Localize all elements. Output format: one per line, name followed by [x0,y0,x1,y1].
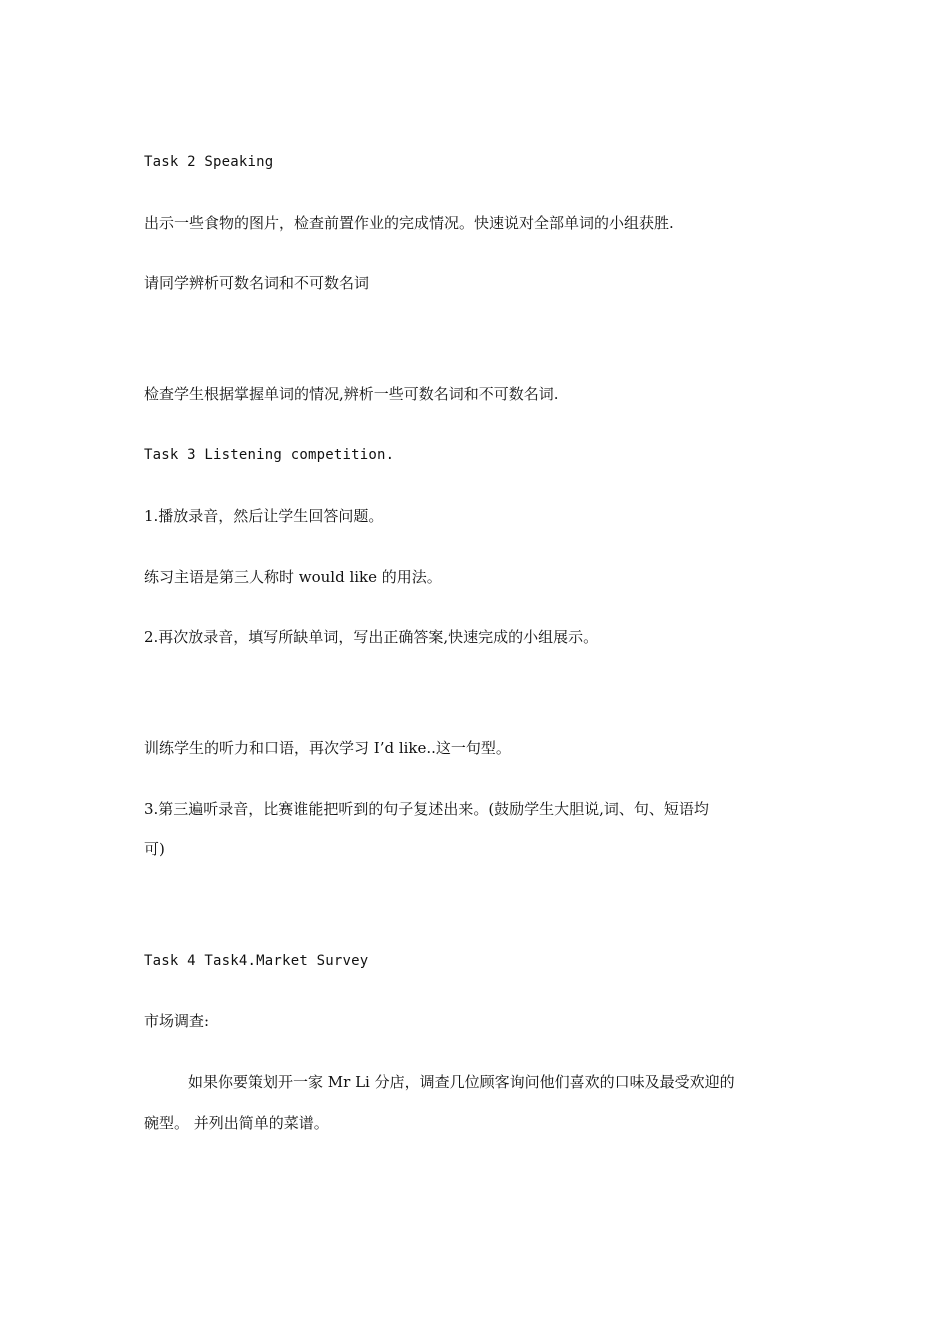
task3-paragraph-5-line-2: 可) [144,840,165,858]
task4-paragraph-2-line-1: 如果你要策划开一家 Mr Li 分店，调查几位顾客询问他们喜欢的口味及最受欢迎的 [188,1073,735,1091]
task3-heading: Task 3 Listening competition. [144,447,395,463]
task2-paragraph-3: 检查学生根据掌握单词的情况,辨析一些可数名词和不可数名词. [144,385,559,403]
task2-paragraph-1: 出示一些食物的图片，检查前置作业的完成情况。快速说对全部单词的小组获胜. [144,214,674,232]
task4-heading: Task 4 Task4.Market Survey [144,953,369,969]
task3-paragraph-5-line-1: 3.第三遍听录音，比赛谁能把听到的句子复述出来。(鼓励学生大胆说,词、句、短语均 [144,800,709,818]
task3-paragraph-3: 2.再次放录音，填写所缺单词，写出正确答案,快速完成的小组展示。 [144,628,599,646]
task2-heading: Task 2 Speaking [144,154,274,170]
task4-paragraph-1: 市场调查: [144,1012,210,1030]
task3-paragraph-2: 练习主语是第三人称时 would like 的用法。 [144,568,442,586]
task3-paragraph-4: 训练学生的听力和口语，再次学习 I’d like..这一句型。 [144,739,511,757]
task3-paragraph-1: 1.播放录音，然后让学生回答问题。 [144,507,384,525]
task4-paragraph-2-line-2: 碗型。 并列出简单的菜谱。 [144,1114,329,1132]
task2-paragraph-2: 请同学辨析可数名词和不可数名词 [144,274,370,292]
